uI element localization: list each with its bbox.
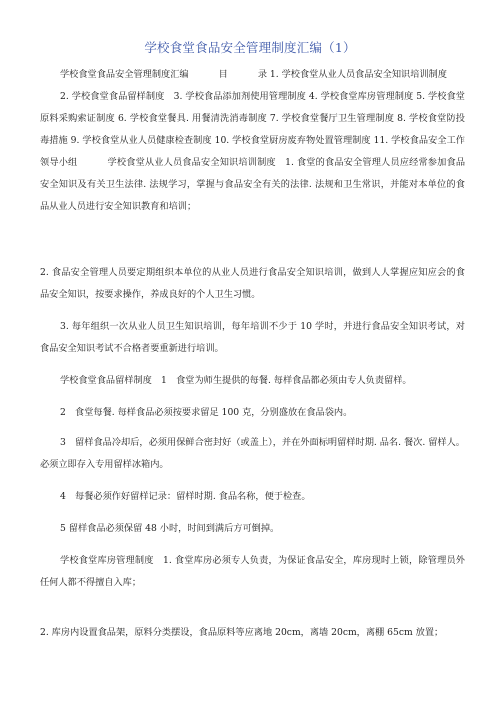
storage-rule-1: 学校食堂库房管理制度 1. 食堂库房必须专人负责，为保证食品安全，库房现时上锁，除管理员外任何人都不得擅自入库； (40, 555, 465, 588)
sample-rule-4: 4 每餐必须作好留样记录：留样时期. 食品名称，便于检查。 (60, 491, 311, 502)
sample-rule-1: 学校食堂食品留样制度 1 食堂为师生提供的每餐. 每样食品都必须由专人负责留样。 (60, 375, 412, 386)
training-rule-2: 2. 食品安全管理人员要定期组织本单位的从业人员进行食品安全知识培训，做到人人掌握应知应会的食品安全知识，按要求操作，养成良好的个人卫生习惯。 (40, 267, 465, 300)
toc-list: 2. 学校食堂食品留样制度 3. 学校食品添加剂使用管理制度 4. 学校食堂库房管理制度 5. 学校食堂原料采购索证制度 6. 学校食堂餐具. 用餐清洗消毒制度 7. 学校食堂餐厅卫生管理制度 8. 学校食堂防投毒措施 9. 学校食堂从业人员健康检查制度 10. 学校食堂厨房废弃物处置管理制度 11. 学校食品安全工作领导小组 (40, 91, 465, 168)
toc-list-paragraph (40, 86, 465, 218)
sample-rule-5: 5 留样食品必须保留 48 小时，时间到满后方可倒掉。 (60, 523, 280, 534)
toc-heading: 学校食堂食品安全管理制度汇编 (60, 69, 189, 80)
document-title: 学校食堂食品安全管理制度汇编（1） (144, 40, 356, 55)
training-rule-1: 学校食堂从业人员食品安全知识培训制度 1. 食堂的食品安全管理人员应经常参加食品安全知识及有关卫生法律. 法规学习，掌握与食品安全有关的法律. 法规和卫生常识，并能对本单位的食品从业人员进行安全知识教育和培训； (40, 157, 466, 212)
sample-rule-2: 2 食堂每餐. 每样食品必须按要求留足 100 克，分别盛放在食品袋内。 (60, 407, 353, 418)
storage-rule-2: 2. 库房内设置食品架，原料分类摆设，食品原料等应离地 20cm，离墙 20cm，离棚 65cm 放置； (40, 627, 444, 638)
toc-paragraph (40, 64, 465, 86)
toc-first-item: 录 1. 学校食堂从业人员食品安全知识培训制度 (257, 69, 447, 80)
toc-label: 目 (218, 69, 228, 80)
sample-rule-3: 3 留样食品冷却后，必须用保鲜合密封好（或盖上），并在外面标明留样时期. 品名. 餐次. 留样人。必须立即存入专用留样冰箱内。 (40, 437, 465, 470)
training-rule-3: 3. 每年组织一次从业人员卫生知识培训，每年培训不少于 10 学时，并进行食品安全知识考试，对食品安全知识考试不合格者要重新进行培训。 (40, 321, 465, 354)
